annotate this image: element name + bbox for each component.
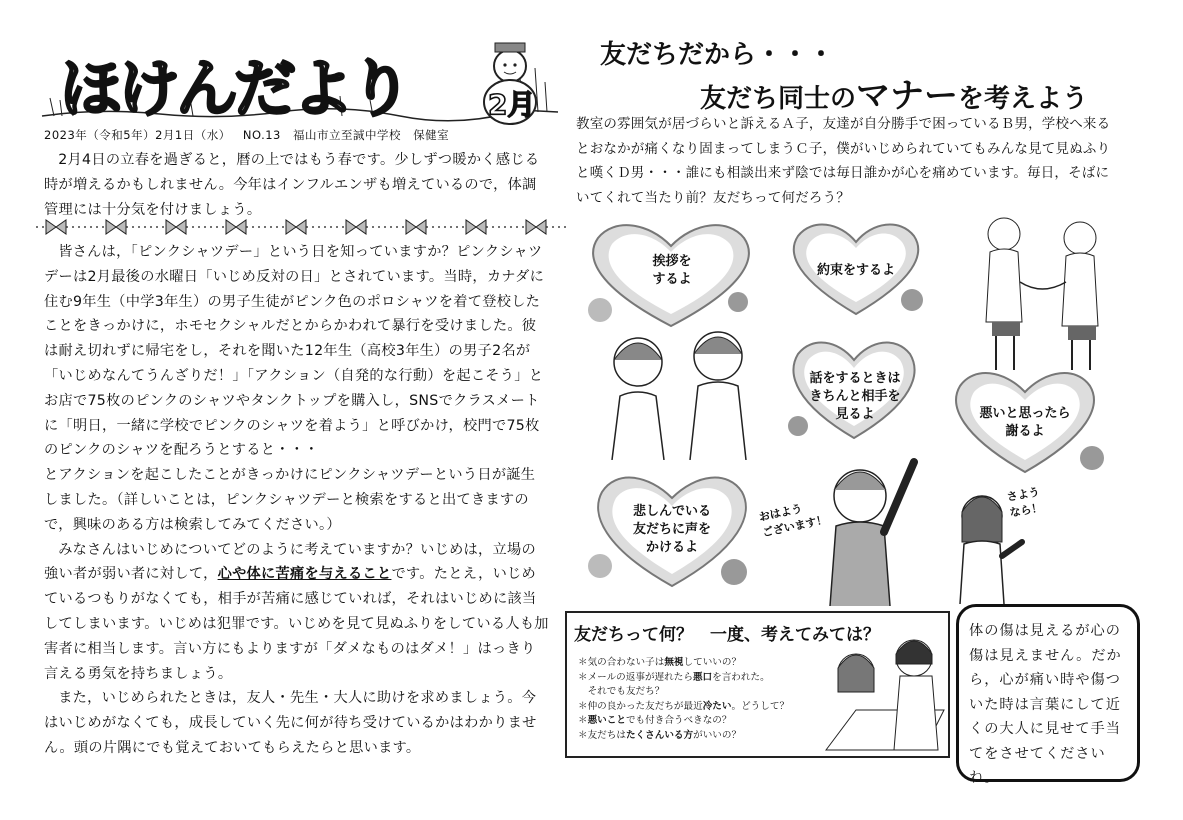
question-title: 友だちって何？ 一度、考えてみては？: [574, 625, 880, 645]
speech-goodbye: さよう なら！: [1005, 485, 1044, 520]
article-title-line-1: 友だちだから・・・: [600, 40, 835, 70]
issue-number: NO.13: [242, 128, 281, 142]
bullying-paragraph: [44, 538, 549, 687]
question-item: ＊仲の良かった友だちが最近冷たい。どうして？: [578, 700, 790, 712]
question-item: ＊悪いことでも付き合うべきなの？: [578, 715, 732, 727]
bullying-text-b: です。たとえ，いじめているつもりがなくても，相手が苦痛に感じていれば，それはいじめに該当してしまいます。いじめは犯罪です。いじめを見て見ぬふりをしている人も加害者に相当します。言い方にもよりますが「ダメなものはダメ！」はっきり言える勇気を持ちましょう。: [44, 566, 549, 682]
intro-paragraph: [44, 148, 549, 222]
masthead: [40, 38, 560, 128]
question-item: ＊メールの返事が遅れたら悪口を言われた。: [578, 671, 770, 683]
heart-eye-contact-label: 話をするときは きちんと相手を 見るよ: [809, 371, 901, 422]
pink-shirt-article: [44, 240, 549, 761]
masthead-art: [40, 38, 560, 128]
pink-shirt-paragraph-2: とアクションを起こしたことがきっかけにピンクシャツデーという日が誕生しました。（詳しいことは，ピンクシャツデーと検索をすると出てきますので，興味のある方は検索してみてください。）: [44, 467, 536, 533]
message-box: 体の傷は見えるが心の傷は見えません。だから，心が痛い時や傷ついた時は言葉にして近くの大人に見せて手当てをさせてくださいね。: [956, 604, 1140, 782]
article-title-line-2: 友だち同士のマナーを考えよう: [700, 76, 1089, 116]
masthead-title: ほけんだより: [60, 52, 409, 125]
friends-intro: 教室の雰囲気が居づらいと訴えるＡ子，友達が自分勝手で困っているＢ男，学校へ来るとおなかが痛くなり固まってしまうＣ子，僕がいじめられていてもみんな見て見ぬふりと嘆くＤ男・・・誰にも相談出来ず陰では毎日誰かが心を痛めています。毎日，そばにいてくれて当たり前？友だちって何だろう？: [576, 116, 1111, 206]
handshake-illustration: [968, 212, 1118, 372]
bullying-definition: 心や体に苦痛を与えること: [217, 566, 392, 583]
question-item: それでも友だち？: [578, 686, 665, 698]
two-students-illustration: [598, 322, 770, 460]
waving-girl-illustration: [940, 476, 1060, 604]
heart-apologize-label: 悪いと思ったら 謝るよ: [979, 406, 1071, 439]
issue-date: 2023年（令和5年）2月1日（水）: [44, 128, 231, 142]
ribbon-divider: [36, 216, 566, 238]
office-name: 保健室: [413, 128, 450, 142]
waving-boy-illustration: [757, 436, 940, 606]
question-item: ＊友だちはたくさんいる方がいいの？: [578, 729, 742, 741]
heart-greeting-label: 挨拶を するよ: [652, 254, 692, 287]
speech-good-morning: おはよう ございます！: [757, 502, 829, 540]
question-list: [578, 656, 818, 744]
school-name: 福山市立至誠中学校: [293, 128, 402, 142]
help-paragraph: また，いじめられたときは，友人・先生・大人に助けを求めましょう。今はいじめがなくても，成長していく先に何が待ち受けているかはわかりません。頭の片隅にでも覚えておいてもらえたらと思います。: [44, 690, 537, 756]
worried-girls-illustration: [822, 632, 948, 754]
heart-promise-label: 約束をするよ: [816, 263, 895, 278]
pink-shirt-paragraph-1: 皆さんは，「ピンクシャツデー」という日を知っていますか？ピンクシャツデーは2月最後の水曜日「いじめ反対の日」とされています。当時，カナダに住む9年生（中学3年生）の男子生徒がピンク色のポロシャツを着て登校したことをきっかけに，ホモセクシャルだとからかわれて暴行を受けました。彼は耐え切れずに帰宅をし，それを聞いた12年生（高校3年生）の男子2名が「いじめなんてうんざりだ！」「アクション（自発的な行動）を起こそう」とお店で75枚のピンクのシャツやタンクトップを購入し，SNSでクラスメートに「明日，一緒に学校でピンクのシャツを着よう」と呼びかけ，校門で75枚のピンクのシャツを配ろうとすると・・・: [44, 244, 545, 459]
issue-info: [44, 127, 564, 143]
bullying-text-a: みなさんはいじめについてどのように考えていますか？いじめは，立場の強い者が弱い者に対して，: [44, 541, 536, 583]
masthead-month: 2月: [488, 88, 536, 121]
intro-text: 2月4日の立春を過ぎると，暦の上ではもう春です。少しずつ暖かく感じる時が増えるかもしれません。今年はインフルエンザも増えているので，体調管理には十分気を付けましょう。: [44, 152, 540, 218]
heart-comfort-label: 悲しんでいる 友だちに声を かけるよ: [632, 504, 711, 555]
question-item: ＊気の合わない子は無視していいの？: [578, 657, 742, 668]
